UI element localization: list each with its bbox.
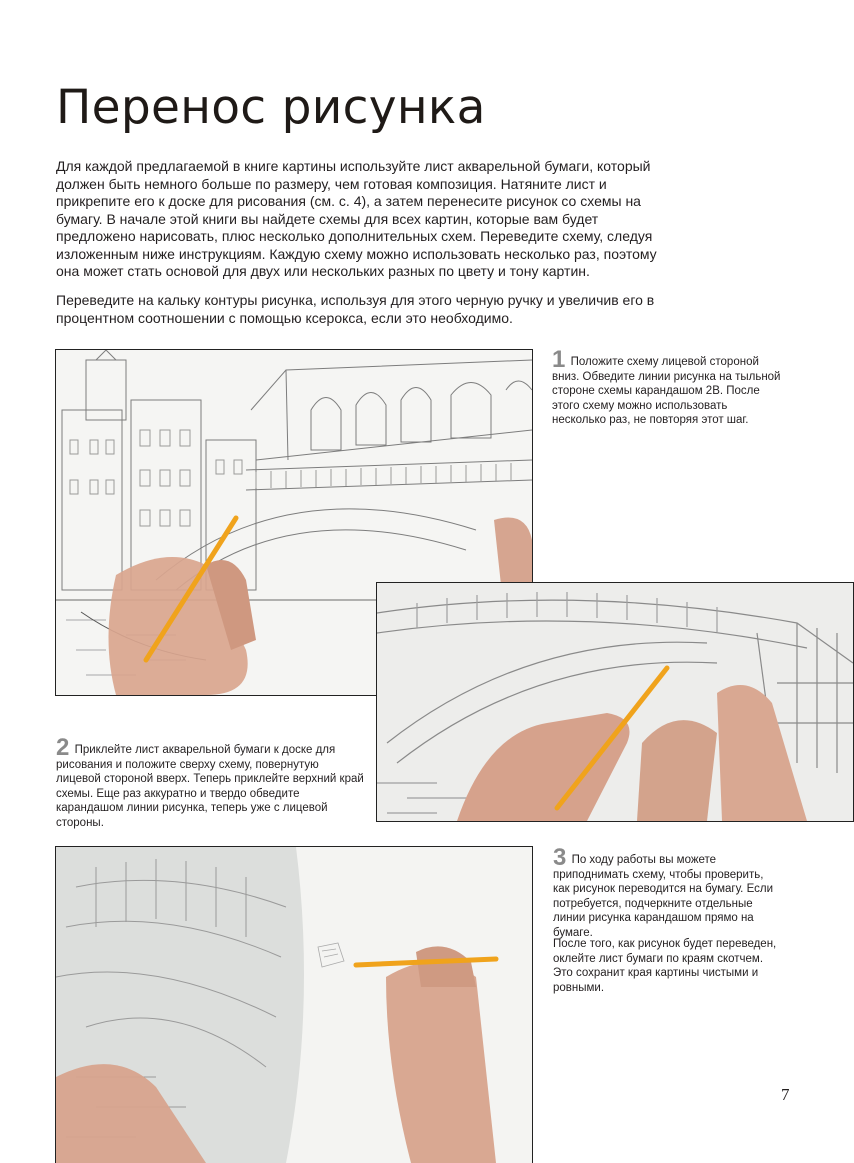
step-1-caption: [552, 346, 782, 428]
page-title: Перенос рисунка: [56, 80, 486, 135]
intro-paragraph: Для каждой предлагаемой в книге картины используйте лист акварельной бумаги, который должен быть немного больше по размеру, чем готовая композиция. Натяните лист и прикрепите его к доске для рисования (см. с. 4), а затем перенесите рисунок со схемы на бумагу. В начале этой книги вы найдете схемы для всех картин, которые вам будет предложено нарисовать, плюс несколько дополнительных схем. Переведите схему, следуя изложенным ниже инструкциям. Каждую схему можно использовать несколько раз, поэтому она может стать основой для двух или нескольких разных по цвету и тону картин.: [56, 158, 657, 279]
tracing-paragraph: Переведите на кальку контуры рисунка, используя для этого черную ручку и увеличив его в процентном соотношении с помощью ксерокса, если это необходимо.: [56, 292, 655, 326]
step-2-caption: [56, 734, 366, 830]
checking-transfer-illustration: [56, 847, 532, 1163]
page-number: 7: [781, 1085, 790, 1104]
step-3-text: По ходу работы вы можете приподнимать схему, чтобы проверить, как рисунок переводится на бумагу. Если потребуется, подчеркните отдельные линии рисунка карандашом прямо на бумаге.: [553, 854, 773, 939]
step-2-text: Приклейте лист акварельной бумаги к доске для рисования и положите сверху схему, повернутую лицевой стороной вверх. Теперь приклейте верхний край схемы. Еще раз аккуратно и твердо обведите карандашом линии рисунка, теперь уже с лицевой стороны.: [56, 744, 364, 829]
step-3-followup-text: После того, как рисунок будет переведен, оклейте лист бумаги по краям скотчем. Это сохранит края картины чистыми и ровными.: [553, 938, 777, 994]
step-2-number: 2: [56, 734, 70, 761]
photo-step-2: [376, 582, 854, 822]
tracing-closeup-illustration: [377, 583, 853, 821]
photo-step-3: [55, 846, 533, 1163]
step-3-caption: [553, 844, 783, 940]
step-3-number: 3: [553, 844, 567, 871]
step-1-text: Положите схему лицевой стороной вниз. Обведите линии рисунка на тыльной стороне схемы карандашом 2В. После этого схему можно использовать несколько раз, не повторяя этот шаг.: [552, 356, 781, 426]
step-1-number: 1: [552, 346, 566, 373]
